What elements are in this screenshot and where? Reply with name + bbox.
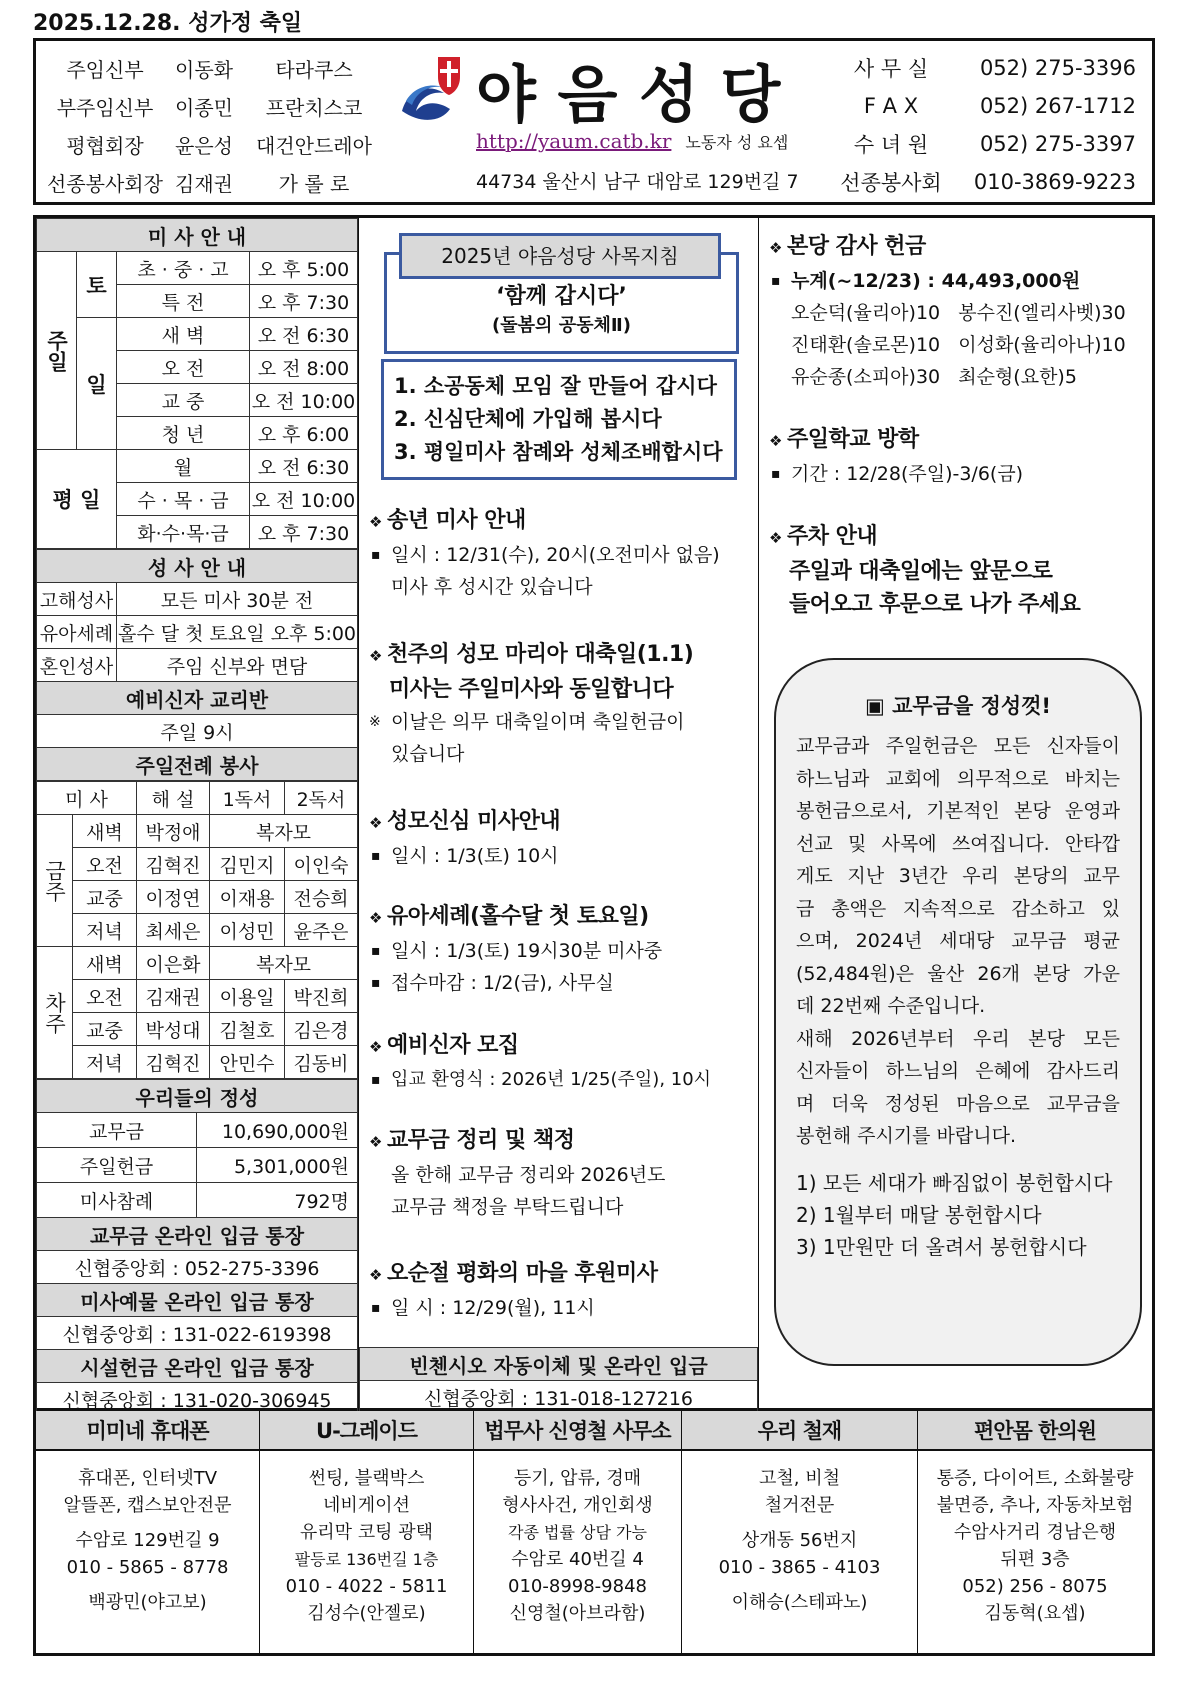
- liturgy-table: [36, 781, 358, 1079]
- notice-title: 미사는 주일미사와 동일합니다: [389, 677, 674, 702]
- ad-title: 우리 철재: [682, 1411, 917, 1451]
- tithe-appeal-line: 봉헌해 주시기를 바랍니다.: [796, 1125, 1017, 1147]
- mass-time: 오 전 6:30: [250, 450, 358, 483]
- mass-time: 오 전 10:00: [250, 483, 358, 516]
- bulletin-body: [33, 215, 1155, 1411]
- sacrament-title: 성 사 안 내: [37, 550, 358, 583]
- mass-name: 특 전: [117, 285, 250, 318]
- diamond-bullet-icon: ❖: [369, 1266, 382, 1284]
- reader-2: 박진희: [285, 980, 358, 1013]
- mass-time: 오 전 10:00: [250, 384, 358, 417]
- reader-1: 이성민: [210, 914, 285, 947]
- ad-line: 고철, 비철: [759, 1468, 840, 1489]
- notice-line: ▪ 누계(~12/23) : 44,493,000원: [769, 265, 1146, 297]
- staff-name: 윤은성: [175, 133, 233, 158]
- contact-row: [836, 49, 1136, 87]
- spacer: [36, 1519, 259, 1527]
- pastoral-goal: 2. 신심단체에 가입해 봅시다: [394, 407, 662, 431]
- notice-title: 주일학교 방학: [786, 427, 919, 452]
- ad-body: [36, 1451, 259, 1653]
- notice-title: 예비신자 모집: [386, 1033, 519, 1058]
- commentator: 김재권: [137, 980, 210, 1013]
- right-column: [758, 218, 1152, 1408]
- staff-role: 선종봉사회장: [47, 171, 163, 196]
- ad-line: 김성수(안젤로): [307, 1603, 426, 1624]
- notice-title: 주차 안내: [786, 524, 878, 549]
- mass-time: 오 후 6:00: [250, 417, 358, 450]
- ad-4: [682, 1411, 918, 1653]
- notice-title: 유아세례(홀수달 첫 토요일): [386, 904, 649, 929]
- mass-time: 오 전 6:30: [250, 318, 358, 351]
- church-header: [33, 38, 1155, 205]
- notice-line: 올 한해 교무금 정리와 2026년도: [391, 1164, 666, 1186]
- sun-label: 일: [77, 318, 117, 450]
- notice-mary-solemnity: [369, 638, 752, 770]
- ad-1: [36, 1411, 260, 1653]
- contact-row: [836, 87, 1136, 125]
- sacrament-info: 홀수 달 첫 토요일 오후 5:00: [117, 616, 358, 649]
- mass-name: 저녁: [73, 1046, 137, 1079]
- church-address: 44734 울산시 남구 대암로 129번길 7: [476, 171, 799, 193]
- commentator: 이정연: [137, 881, 210, 914]
- notice-catechumen-recruit: [369, 1029, 752, 1096]
- staff-role: 평협회장: [66, 133, 144, 158]
- account-title: 빈첸시오 자동이체 및 온라인 입금: [360, 1348, 758, 1381]
- contact-number: 052) 275-3397: [979, 132, 1136, 156]
- ad-5: [918, 1411, 1152, 1653]
- contact-label: 선종봉사회: [840, 171, 942, 195]
- notice-line: ▪ 일시 : 1/3(토) 10시: [369, 840, 752, 872]
- offering-table: [36, 1079, 358, 1416]
- mass-name: 새 벽: [117, 318, 250, 351]
- ad-title: 편안몸 한의원: [918, 1411, 1152, 1451]
- sacrament-table: [36, 549, 358, 781]
- offering-label: 교무금: [37, 1113, 197, 1148]
- middle-notices: [369, 504, 752, 1324]
- notice-tithe-arrangement: [369, 1124, 752, 1223]
- contact-row: [836, 163, 1136, 201]
- tithe-appeal-line: 새해 2026년부터 우리 본당 모든: [796, 1027, 1121, 1050]
- ad-line: 수암로 129번길 9: [75, 1530, 220, 1551]
- reader: 복자모: [210, 947, 358, 980]
- notice-sunday-school-break: [769, 423, 1146, 490]
- mass-name: 교중: [73, 1013, 137, 1046]
- mass-time: 오 후 7:30: [250, 516, 358, 549]
- ad-title: 미미네 휴대폰: [36, 1411, 259, 1451]
- reader-1: 안민수: [210, 1046, 285, 1079]
- commentator: 박성대: [137, 1013, 210, 1046]
- diamond-bullet-icon: ❖: [369, 1038, 382, 1056]
- notice-thanksgiving-offering: [769, 230, 1146, 393]
- notice-title: 교무금 정리 및 책정: [386, 1128, 575, 1153]
- notice-year-end-mass: [369, 504, 752, 603]
- notice-line: ▪ 입교 환영식 : 2026년 1/25(주일), 10시: [369, 1064, 752, 1096]
- tithe-appeal-line: 선교 및 사목에 쓰여집니다. 안타깝: [796, 832, 1120, 855]
- commentator: 김혁진: [137, 1046, 210, 1079]
- reader-2: 김은경: [285, 1013, 358, 1046]
- diamond-bullet-icon: ❖: [369, 513, 382, 531]
- column-header: 1독서: [210, 782, 285, 815]
- church-name: 야 음 성 당: [476, 58, 781, 131]
- diamond-bullet-icon: ❖: [369, 647, 382, 665]
- diamond-bullet-icon: ❖: [369, 814, 382, 832]
- staff-row: [42, 87, 388, 125]
- notice-line: ▪ 기간 : 12/28(주일)-3/6(금): [769, 458, 1146, 490]
- contact-number: 052) 275-3396: [979, 56, 1136, 80]
- offering-amount: 792명: [197, 1183, 358, 1218]
- pastoral-subtitle: (돌봄의 공동체Ⅱ): [492, 315, 631, 336]
- tithe-appeal-line: 하느님과 교회에 의무적으로 바치는: [796, 767, 1120, 790]
- mass-name: 새벽: [73, 815, 137, 848]
- ad-line: 백광민(야고보): [88, 1592, 207, 1613]
- sacrament-name: 혼인성사: [37, 649, 117, 682]
- offering-amount: 10,690,000원: [197, 1113, 358, 1148]
- staff-name: 김재권: [175, 171, 233, 196]
- contact-label: F A X: [863, 94, 919, 118]
- mass-name: 새벽: [73, 947, 137, 980]
- offering-label: 주일헌금: [37, 1148, 197, 1183]
- ad-line: 010 - 5865 - 8778: [66, 1557, 229, 1578]
- account-number: 신협중앙회 : 131-018-127216: [360, 1381, 758, 1414]
- reader-2: 김동비: [285, 1046, 358, 1079]
- mass-name: 오 전: [117, 351, 250, 384]
- offering-amount: 5,301,000원: [197, 1148, 358, 1183]
- column-header: 2독서: [285, 782, 358, 815]
- middle-column: [359, 218, 758, 1408]
- right-notices: [769, 230, 1146, 621]
- commentator: 박정애: [137, 815, 210, 848]
- saturday-label: 토: [77, 252, 117, 318]
- mass-name: 오전: [73, 980, 137, 1013]
- ad-line: 010-8998-9848: [508, 1576, 647, 1597]
- reader: 복자모: [210, 815, 358, 848]
- mass-name: 화·수·목·금: [117, 516, 250, 549]
- tithe-appeal-line: 게도 지난 3년간 우리 본당의 교무: [796, 865, 1120, 887]
- ad-2: [260, 1411, 474, 1653]
- contact-number: 052) 267-1712: [979, 94, 1136, 118]
- ad-line: 불면증, 추나, 자동차보험: [936, 1495, 1134, 1516]
- vincent-account-table: [359, 1347, 758, 1414]
- catechumen-time: 주일 9시: [37, 715, 358, 748]
- website-link[interactable]: http://yaum.catb.kr: [476, 129, 672, 153]
- next-week-label: 차주: [37, 947, 73, 1079]
- bulletin-date: 2025.12.28. 성가정 축일: [33, 11, 303, 36]
- mass-time: 오 후 7:30: [250, 285, 358, 318]
- pastoral-guideline-title: 2025년 야음성당 사목지침: [399, 233, 721, 279]
- commentator: 최세은: [137, 914, 210, 947]
- spacer: [682, 1581, 917, 1589]
- account-number: 신협중앙회 : 131-020-306945: [37, 1383, 358, 1416]
- notice-line: 주일과 대축일에는 앞문으로: [789, 559, 1053, 584]
- ad-line: 010 - 4022 - 5811: [285, 1576, 448, 1597]
- contact-label: 수 녀 원: [853, 133, 929, 157]
- notice-parking: [769, 520, 1146, 621]
- reader-1: 김민지: [210, 848, 285, 881]
- ad-body: [474, 1451, 681, 1653]
- staff-baptismal-name: 가 롤 로: [278, 171, 350, 196]
- pastoral-goal: 1. 소공동체 모임 잘 만들어 갑시다: [394, 374, 717, 398]
- contact-list: [836, 49, 1136, 201]
- staff-name: 이종민: [175, 95, 233, 120]
- commentator: 김혁진: [137, 848, 210, 881]
- reader-1: 이재용: [210, 881, 285, 914]
- left-column: [36, 218, 359, 1416]
- reader-1: 이용일: [210, 980, 285, 1013]
- ad-line: 수암사거리 경남은행: [953, 1522, 1117, 1543]
- mass-name: 청 년: [117, 417, 250, 450]
- column-header: 해 설: [137, 782, 210, 815]
- tithe-goal: 1) 모든 세대가 빠짐없이 봉헌합시다: [796, 1170, 1113, 1195]
- notice-line: 교무금 책정을 부탁드립니다: [391, 1196, 624, 1218]
- ad-line: 유리막 코팅 광택: [299, 1522, 434, 1543]
- mass-name: 초 · 중 · 고: [117, 252, 250, 285]
- staff-row: [42, 49, 388, 87]
- patron-saint: 노동자 성 요셉: [685, 133, 789, 152]
- column-header: 미 사: [37, 782, 137, 815]
- staff-name: 이동화: [175, 57, 233, 82]
- ad-3: [474, 1411, 682, 1653]
- mass-name: 수 · 목 · 금: [117, 483, 250, 516]
- notice-title: 오순절 평화의 마을 후원미사: [386, 1261, 658, 1286]
- ad-line: 팔등로 136번길 1층: [294, 1550, 439, 1569]
- mass-name: 저녁: [73, 914, 137, 947]
- account-title: 교무금 온라인 입금 통장: [37, 1218, 358, 1251]
- contact-label: 사 무 실: [853, 57, 929, 81]
- sunday-label: 주일: [37, 252, 77, 450]
- ad-line: 수암로 40번길 4: [511, 1549, 644, 1570]
- donor-line: 오순덕(율리아)10 봉수진(엘리사벳)30: [791, 302, 1126, 324]
- mass-name: 오전: [73, 848, 137, 881]
- notice-line: ▪ 일시 : 12/31(수), 20시(오전미사 없음): [369, 539, 752, 571]
- reader-2: 이인숙: [285, 848, 358, 881]
- diamond-bullet-icon: ❖: [369, 1133, 382, 1151]
- account-number: 신협중앙회 : 052-275-3396: [37, 1251, 358, 1284]
- pastoral-slogan: ‘함께 갑시다’: [496, 284, 627, 309]
- mass-schedule-title: 미 사 안 내: [37, 219, 358, 252]
- reader-2: 전승희: [285, 881, 358, 914]
- tithe-appeal-line: 데 22번째 수준입니다.: [796, 995, 986, 1017]
- notice-title: 송년 미사 안내: [386, 508, 526, 533]
- donor-line: 진태환(솔로몬)10 이성화(율리아나)10: [791, 334, 1126, 356]
- tithe-appeal-text: [796, 730, 1120, 1153]
- tithe-appeal-line: 봉헌금으로서, 기본적인 본당 운영과: [796, 800, 1120, 822]
- ad-body: [260, 1451, 473, 1653]
- tithe-appeal-line: 며 더욱 정성된 마음으로 교무금을: [796, 1092, 1120, 1115]
- notice-line: ▪ 일 시 : 12/29(월), 11시: [369, 1292, 752, 1324]
- notice-line: 있습니다: [391, 743, 465, 765]
- spacer: [682, 1519, 917, 1527]
- ad-line: 썬팅, 블랙박스: [308, 1468, 425, 1489]
- mass-name: 교 중: [117, 384, 250, 417]
- mass-time: 오 전 8:00: [250, 351, 358, 384]
- ad-body: [682, 1451, 917, 1653]
- ad-body: [918, 1451, 1152, 1653]
- account-number: 신협중앙회 : 131-022-619398: [37, 1317, 358, 1350]
- notice-title: 성모신심 미사안내: [386, 809, 561, 834]
- commentator: 이은화: [137, 947, 210, 980]
- contact-number: 010-3869-9223: [973, 170, 1136, 194]
- advertisement-bar: [33, 1411, 1155, 1656]
- tithe-appeal-box: [774, 658, 1142, 1366]
- notice-infant-baptism: [369, 900, 752, 999]
- church-logo-icon: [398, 49, 468, 129]
- pastoral-goal: 3. 평일미사 참례와 성체조배합시다: [394, 440, 723, 464]
- ad-line: 휴대폰, 인터넷TV: [77, 1468, 218, 1489]
- notice-title: 본당 감사 헌금: [786, 234, 926, 259]
- tithe-goal: 2) 1월부터 매달 봉헌합시다: [796, 1202, 1042, 1227]
- tithe-goal: 3) 1만원만 더 올려서 봉헌합시다: [796, 1234, 1087, 1259]
- notice-line: ▪ 접수마감 : 1/2(금), 사무실: [369, 967, 752, 999]
- sacrament-info: 주임 신부와 면담: [117, 649, 358, 682]
- tithe-appeal-line: 신자들이 하느님의 은혜에 감사드리: [796, 1060, 1120, 1082]
- ad-line: 형사사건, 개인회생: [502, 1495, 653, 1516]
- diamond-bullet-icon: ❖: [769, 529, 782, 547]
- notice-title: 천주의 성모 마리아 대축일(1.1): [386, 642, 694, 667]
- ad-line: 통증, 다이어트, 소화불량: [936, 1468, 1134, 1489]
- mass-name: 월: [117, 450, 250, 483]
- staff-role: 주임신부: [66, 57, 144, 82]
- account-title: 시설헌금 온라인 입금 통장: [37, 1350, 358, 1383]
- diamond-bullet-icon: ❖: [769, 432, 782, 450]
- tithe-appeal-title: 교무금을 정성껏!: [892, 694, 1052, 718]
- ad-line: 김동혁(요셉): [984, 1603, 1086, 1624]
- tithe-appeal-line: 으며, 2024년 세대당 교무금 평균: [796, 930, 1120, 952]
- ad-line: 052) 256 - 8075: [962, 1576, 1108, 1597]
- pastoral-goals-box: [381, 359, 737, 480]
- notice-line: 미사 후 성시간 있습니다: [391, 576, 593, 598]
- ad-title: 법무사 신영철 사무소: [474, 1411, 681, 1451]
- staff-role: 부주임신부: [56, 95, 154, 120]
- contact-row: [836, 125, 1136, 163]
- website-row: [476, 129, 788, 153]
- ad-title: U-그레이드: [260, 1411, 473, 1451]
- ad-line: 등기, 압류, 경매: [513, 1468, 642, 1489]
- staff-row: [42, 163, 388, 201]
- staff-row: [42, 125, 388, 163]
- sacrament-info: 모든 미사 30분 전: [117, 583, 358, 616]
- notice-line: 들어오고 후문으로 나가 주세요: [789, 592, 1081, 617]
- staff-baptismal-name: 대건안드레아: [256, 133, 372, 158]
- diamond-bullet-icon: ❖: [769, 239, 782, 257]
- square-bullet-icon: ▣: [864, 694, 893, 718]
- mass-time: 오 후 5:00: [250, 252, 358, 285]
- ad-line: 이해승(스테파노): [731, 1592, 868, 1613]
- tithe-appeal-line: 금 총액은 지속적으로 감소하고 있: [796, 897, 1120, 920]
- ad-line: 신영철(아브라함): [509, 1603, 646, 1624]
- staff-baptismal-name: 프란치스코: [265, 95, 363, 120]
- ad-line: 철거전문: [764, 1495, 835, 1516]
- ad-line: 네비게이션: [323, 1495, 410, 1516]
- notice-support-mass: [369, 1257, 752, 1324]
- liturgy-title: 주일전례 봉사: [37, 748, 358, 781]
- staff-baptismal-name: 타라쿠스: [275, 57, 353, 82]
- this-week-label: 금주: [37, 815, 73, 947]
- donor-line: 유순종(소피아)30 최순형(요한)5: [791, 366, 1077, 388]
- ad-line: 뒤편 3층: [1000, 1549, 1070, 1570]
- staff-list: [42, 49, 388, 201]
- notice-marian-devotion: [369, 805, 752, 872]
- reader-2: 윤주은: [285, 914, 358, 947]
- notice-line: ▪ 일시 : 1/3(토) 19시30분 미사중: [369, 935, 752, 967]
- ad-line: 알뜰폰, 캡스보안전문: [63, 1495, 232, 1516]
- ad-line: 010 - 3865 - 4103: [718, 1557, 881, 1578]
- spacer: [36, 1581, 259, 1589]
- catechumen-title: 예비신자 교리반: [37, 682, 358, 715]
- mass-name: 교중: [73, 881, 137, 914]
- weekday-label: 평 일: [37, 450, 117, 549]
- notice-line: ※ 이날은 의무 대축일이며 축일헌금이: [369, 706, 752, 738]
- sacrament-name: 고해성사: [37, 583, 117, 616]
- mass-schedule-table: [36, 218, 358, 549]
- diamond-bullet-icon: ❖: [369, 909, 382, 927]
- ad-line: 각종 법률 상담 가능: [508, 1523, 647, 1542]
- tithe-appeal-line: (52,484원)은 울산 26개 본당 가운: [796, 962, 1120, 985]
- sacrament-name: 유아세례: [37, 616, 117, 649]
- offering-title: 우리들의 정성: [37, 1080, 358, 1113]
- tithe-appeal-line: 교무금과 주일헌금은 모든 신자들이: [796, 735, 1120, 757]
- account-title: 미사예물 온라인 입금 통장: [37, 1284, 358, 1317]
- reader-1: 김철호: [210, 1013, 285, 1046]
- offering-label: 미사참례: [37, 1183, 197, 1218]
- ad-line: 상개동 56번지: [741, 1530, 858, 1551]
